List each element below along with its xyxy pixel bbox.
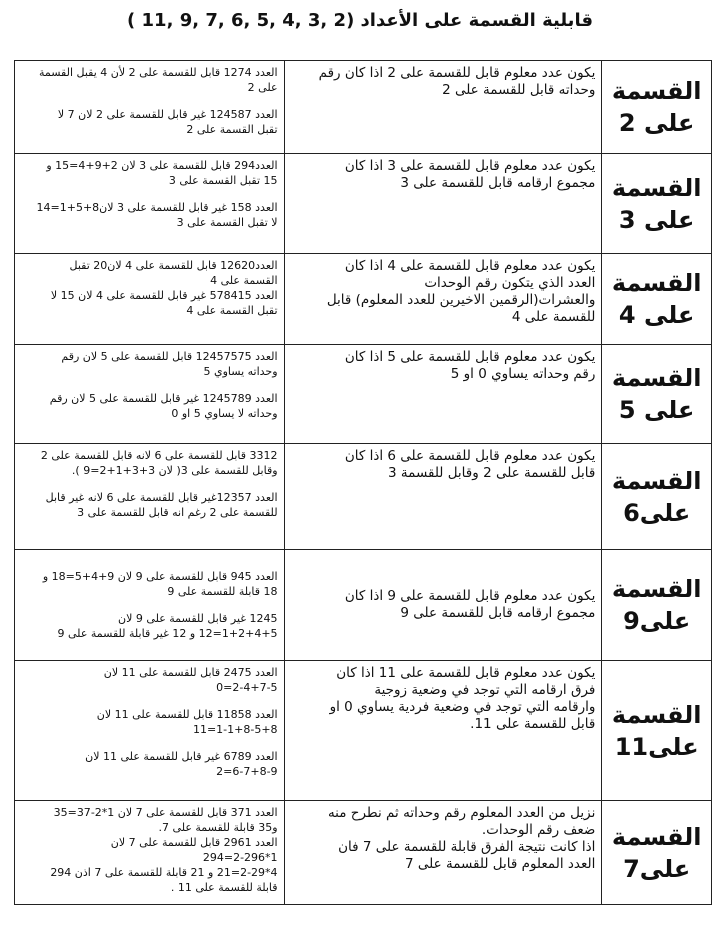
examples-cell (15, 550, 285, 661)
heading-line-2: على9 (623, 607, 691, 635)
heading-cell (602, 801, 712, 905)
rule-cell (284, 345, 602, 444)
table-row (15, 154, 712, 254)
heading-line-2: على 2 (618, 109, 695, 137)
heading-line-1: القسمة (611, 700, 702, 729)
heading-cell (602, 154, 712, 254)
heading-cell (602, 345, 712, 444)
example-text: العدد 158 غير قابل للقسمة على 3 لان8+5+1=14 لا تقبل القسمة على 3 (36, 201, 278, 229)
examples-cell (15, 154, 285, 254)
example-text: العدد 945 قابل للقسمة على 9 لان 9+4+5=18 و 18 قابلة للقسمة على 9 (42, 570, 278, 598)
heading-line-1: القسمة (611, 364, 702, 392)
rule-text: يكون عدد معلوم قابل للقسمة على 9 اذا كان مجموع ارقامه قابل للقسمة على 9 (344, 588, 596, 621)
example-text: العدد 12357غير قابل للقسمة على 6 لانه غير قابل للقسمة على 2 رغم انه قابل للقسمة على 3 (45, 491, 278, 519)
example-text: العدد 6789 غير قابل للقسمة على 11 لان 6-7+8-9=2 (85, 750, 278, 778)
heading-cell (602, 661, 712, 801)
example-text: 1245 غير قابل للقسمة على 9 لان 1+2+4+5=12 و 12 غير قابلة للقسمة على 9 (57, 612, 278, 640)
heading-line-1: القسمة (611, 77, 702, 105)
heading-line-1: القسمة (611, 575, 702, 603)
example-text: العدد 2475 قابل للقسمة على 11 لان 2-4+7-5=0 (103, 666, 278, 694)
rule-cell (284, 661, 602, 801)
rule-text: نزيل من العدد المعلوم رقم وحداته ثم نطرح منه ضعف رقم الوحدات. اذا كانت نتيجة الفرق قابلة للقسمة على 7 فان العدد المعلوم قابل للقسمة على 7 (327, 805, 596, 872)
example-text: العدد 1274 قابل للقسمة على 2 لأن 4 يقبل القسمة على 2 (38, 66, 278, 94)
heading-line-1: القسمة (611, 822, 702, 851)
rule-cell (284, 550, 602, 661)
examples-cell (15, 254, 285, 345)
example-text: العدد 11858 قابل للقسمة على 11 لان 1-1+8-5+8=11 (96, 708, 278, 736)
heading-line-2: على6 (623, 498, 691, 527)
heading-line-2: على11 (614, 732, 699, 761)
divisibility-rules-table (14, 60, 712, 905)
rule-text: يكون عدد معلوم قابل للقسمة على 3 اذا كان مجموع ارقامه قابل للقسمة على 3 (344, 158, 596, 191)
heading-cell (602, 444, 712, 550)
rule-text: يكون عدد معلوم قابل للقسمة على 11 اذا كان فرق ارقامه التي توجد في وضعية زوجية وارقامه التي توجد في وضعية فردية يساوي 0 او قابل للقسمة على 11. (329, 665, 596, 732)
example-text: العدد12620 قابل للقسمة على 4 لان20 تقبل القسمة على 4 العدد 578415 غير قابل للقسمة على 4 لان 15 لا تقبل القسمة على 4 (50, 259, 278, 317)
rule-text: يكون عدد معلوم قابل للقسمة على 2 اذا كان رقم وحداته قابل للقسمة على 2 (318, 65, 596, 98)
rule-text: يكون عدد معلوم قابل للقسمة على 4 اذا كان العدد الذي يتكون رقم الوحدات والعشرات(الرقمين الاخيرين للعدد المعلوم) قابل للقسمة على 4 (326, 258, 596, 325)
rule-text: يكون عدد معلوم قابل للقسمة على 6 اذا كان قابل للقسمة على 2 وقابل للقسمة 3 (344, 448, 596, 481)
table-row (15, 254, 712, 345)
heading-line-1: القسمة (611, 466, 702, 495)
table-row (15, 801, 712, 905)
heading-cell (602, 550, 712, 661)
examples-cell (15, 61, 285, 154)
heading-line-2: على 4 (618, 301, 695, 329)
rule-cell (284, 61, 602, 154)
heading-cell (602, 254, 712, 345)
examples-cell (15, 801, 285, 905)
example-text: 3312 قابل للقسمة على 6 لانه قابل للقسمة على 2 وقابل للقسمة على 3( لان 3+3+1+2=9 ). (40, 449, 278, 477)
table-row (15, 345, 712, 444)
rule-cell (284, 801, 602, 905)
heading-line-2: على7 (623, 854, 691, 883)
example-text: العدد 1245789 غير قابل للقسمة على 5 لان رقم وحداته لا يساوي 5 او 0 (49, 392, 278, 420)
example-text: العدد294 قابل للقسمة على 3 لان 2+9+4=15 و 15 تقبل القسمة على 3 (46, 159, 278, 187)
examples-cell (15, 444, 285, 550)
table-row (15, 550, 712, 661)
heading-line-2: على 5 (618, 396, 695, 424)
rule-cell (284, 444, 602, 550)
example-text: العدد 124587 غير قابل للقسمة على 2 لان 7 لا تقبل القسمة على 2 (57, 108, 278, 136)
page-title: قابلية القسمة على الأعداد (2 ,3 ,4 ,5 ,6 ,7 ,9 ,11 ) (127, 10, 593, 31)
examples-cell (15, 345, 285, 444)
heading-cell (602, 61, 712, 154)
table-row (15, 661, 712, 801)
heading-line-1: القسمة (611, 269, 702, 297)
table-row (15, 61, 712, 154)
example-text: العدد 371 قابل للقسمة على 7 لان 1*2-37=35 و35 قابلة للقسمة على 7. العدد 2961 قابل للقسمة على 7 لان 1*2-296=294 4*2-29=21 و 21 قابلة للقسمة على 7 اذن 294 قابلة للقسمة على 11 . (50, 806, 278, 894)
rule-cell (284, 254, 602, 345)
examples-cell (15, 661, 285, 801)
rule-cell (284, 154, 602, 254)
rules-table-body (15, 61, 712, 905)
rule-text: يكون عدد معلوم قابل للقسمة على 5 اذا كان رقم وحداته يساوي 0 او 5 (344, 349, 596, 382)
table-row (15, 444, 712, 550)
heading-line-1: القسمة (611, 173, 702, 202)
heading-line-2: على 3 (618, 205, 695, 234)
example-text: العدد 12457575 قابل للقسمة على 5 لان رقم وحداته يساوي 5 (61, 350, 278, 378)
